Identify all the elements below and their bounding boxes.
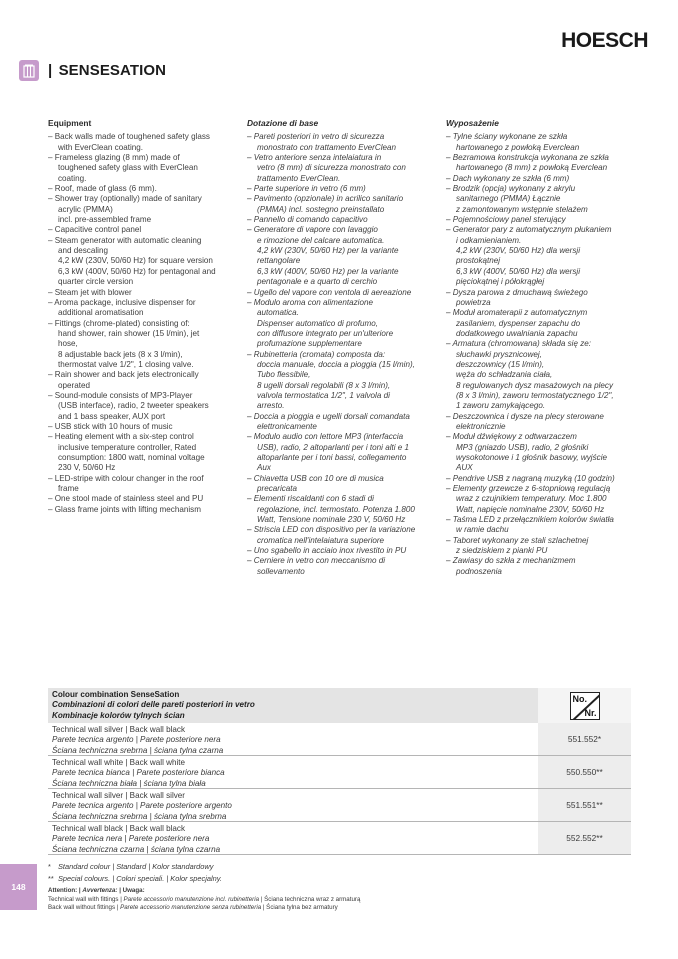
list-item: – Elementi riscaldanti con 6 stadi di regolazione, incl. termostato. Potenza 1.800 Watt, Tensione nominale 230 V, 50/60 Hz	[247, 494, 415, 525]
list-item: – Generatore di vapore con lavaggio e rimozione del calcare automatica. 4,2 kW (230V, 50/60 Hz) per la variante rettangolare 6,3 kW (400V, 50/60 Hz) per la variante pentagonale e a quarto di cerchio	[247, 225, 399, 287]
list-item: – Pojemnościowy panel sterujący	[446, 215, 566, 225]
combination-it: Parete tecnica argento | Parete posteriore nera	[52, 735, 221, 745]
article-number-header	[538, 688, 631, 723]
page-number: 148	[0, 864, 37, 910]
combination-it: Parete tecnica argento | Parete posteriore argento	[52, 801, 232, 811]
list-item: – Elementy grzewcze z 6-stopniową regulacją wraz z czujnikiem temperatury. Moc 1.800 Watt, napięcie nominalne 230V, 50/60 Hz	[446, 484, 611, 514]
footnotes	[48, 861, 222, 885]
list-item: – Zawiasy do szkła z mechanizmem podnoszenia	[446, 556, 576, 576]
combination-en: Technical wall silver | Back wall silver	[52, 791, 185, 800]
table-row	[48, 756, 631, 789]
list-item: – Moduł dźwiękowy z odtwarzaczem MP3 (gniazdo USB), radio, 2 głośniki wysokotonowe i 1 głośnik basowy, wyjście AUX	[446, 432, 607, 473]
list-item: – Parte superiore in vetro (6 mm)	[247, 184, 366, 194]
list-item: – Armatura (chromowana) składa się ze: słuchawki prysznicowej, deszczownicy (15 l/min), węża do schładzania ciała, 8 regulowanych dysz masażowych na plecy (8 x 3 l/min), zaworu termostatycznego 1/2", 1 zaworu zamykającego.	[446, 339, 614, 411]
combination-en: Technical wall black | Back wall black	[52, 824, 186, 833]
table-row	[48, 822, 631, 855]
attention-line: Technical wall with fittings | Parete accessorio manutenzione incl. rubinetteria | Ściana techniczna wraz z armaturą	[48, 895, 361, 903]
column-heading: Wyposażenie	[446, 118, 499, 128]
combination-label	[48, 822, 538, 854]
list-item: – Capacitive control panel	[48, 225, 142, 235]
equipment-column-en	[48, 118, 228, 515]
list-item: – Dysza parowa z dmuchawą świeżego powietrza	[446, 287, 588, 307]
list-item: – Back walls made of toughened safety glass with EverClean coating.	[48, 132, 210, 152]
brand-logo: HOESCH	[561, 29, 648, 52]
equipment-columns	[48, 118, 648, 678]
list-item: – Pareti posteriori in vetro di sicurezza monostrato con trattamento EverClean	[247, 132, 397, 152]
list-item: – Ugello del vapore con ventola di aereazione	[247, 287, 412, 297]
list-item: – Shower tray (optionally) made of sanitary acrylic (PMMA) incl. pre-assembled frame	[48, 194, 202, 225]
list-item: – Generator pary z automatycznym płukaniem i odkamienianiem. 4,2 kW (230V, 50/60 Hz) dla wersji prostokątnej 6,3 kW (400V, 50/60 Hz) dla wersji pięciokątnej i półokrągłej	[446, 225, 612, 287]
list-item: – USB stick with 10 hours of music	[48, 421, 173, 431]
combination-en: Technical wall white | Back wall white	[52, 758, 186, 767]
list-item: – One stool made of stainless steel and PU	[48, 494, 204, 504]
list-item: – Dach wykonany ze szkła (6 mm)	[446, 173, 570, 183]
combination-pl: Ściana techniczna biała | ściana tylna biała	[52, 778, 206, 788]
page-title: | SENSESATION	[48, 62, 167, 79]
combination-en: Technical wall silver | Back wall black	[52, 725, 185, 734]
list-item: – Doccia a pioggia e ugelli dorsali comandata elettronicamente	[247, 411, 410, 431]
list-item: – Moduł aromaterapii z automatycznym zasilaniem, dyspenser zapachu do dodatkowego uwalniania zapachu	[446, 308, 588, 338]
list-item: – Glass frame joints with lifting mechanism	[48, 504, 201, 514]
list-item: – Taboret wykonany ze stali szlachetnej z siedziskiem z pianki PU	[446, 535, 589, 556]
table-title	[48, 688, 538, 723]
footnote: * Standard colour | Standard | Kolor standardowy	[48, 862, 214, 871]
list-item: – Fittings (chrome-plated) consisting of: hand shower, rain shower (15 l/min), jet hose, 8 adjustable back jets (8 x 3 l/min), thermostat valve 1/2", 1 closing valve.	[48, 318, 200, 369]
list-item: – Sound-module consists of MP3-Player (USB interface), radio, 2 tweeter speakers and 1 bass speaker, AUX port	[48, 390, 209, 421]
combination-it: Parete tecnica bianca | Parete posteriore bianca	[52, 768, 225, 778]
list-item: – Modulo aroma con alimentazione automatica. Dispenser automatico di profumo, con diffusore integrato per un'ulteriore profumazione supplementare	[247, 297, 394, 349]
table-title-en: Colour combination SenseSation	[52, 690, 180, 699]
list-item: – Roof, made of glass (6 mm).	[48, 184, 157, 194]
combination-label	[48, 756, 538, 788]
list-item: – Steam jet with blower	[48, 287, 132, 297]
list-item: – Pendrive USB z nagraną muzyką (10 godzin)	[446, 473, 615, 483]
attention-note	[48, 887, 360, 913]
table-body	[48, 723, 631, 855]
list-item: – Frameless glazing (8 mm) made of toughened safety glass with EverClean coating.	[48, 153, 198, 183]
list-item: – LED-stripe with colour changer in the roof frame	[48, 473, 204, 494]
list-item: – Taśma LED z przełącznikiem kolorów światła w ramie dachu	[446, 515, 614, 535]
table-title-it: Combinazioni di colori delle pareti posteriori in vetro	[52, 700, 255, 710]
list-item: – Pavimento (opzionale) in acrilico sanitario (PMMA) incl. sostegno preinstallato	[247, 194, 404, 214]
list-item: – Steam generator with automatic cleaning and descaling 4,2 kW (230V, 50/60 Hz) for square version 6,3 kW (400V, 50/60 Hz) for pentagonal and quarter circle version	[48, 235, 216, 287]
table-row	[48, 789, 631, 822]
list-item: – Deszczownica i dysze na plecy sterowane elektronicznie	[446, 411, 604, 431]
equipment-list	[247, 132, 432, 577]
article-number-icon: No. Nr.	[570, 692, 600, 720]
combination-label	[48, 789, 538, 821]
list-item: – Pannello di comando capacitivo	[247, 215, 368, 225]
combination-label	[48, 723, 538, 755]
table-row	[48, 723, 631, 756]
list-item: – Striscia LED con dispositivo per la variazione cromatica nell'intelaiatura superiore	[247, 525, 416, 545]
list-item: – Brodzik (opcja) wykonany z akrylu sanitarnego (PMMA) Łącznie z zamontowanym wstępnie stelażem	[446, 184, 588, 214]
footnote: ** Special colours. | Colori speciali. | Kolor specjalny.	[48, 874, 222, 883]
list-item: – Aroma package, inclusive dispenser for additional aromatisation	[48, 297, 196, 318]
list-item: – Rubinetteria (cromata) composta da: doccia manuale, doccia a pioggia (15 l/min), Tubo flessibile, 8 ugelli dorsali regolabili (8 x 3 l/min), valvola termostatica 1/2", 1 valvola di arresto.	[247, 349, 415, 411]
article-number: 552.552**	[538, 822, 631, 854]
equipment-column-it	[247, 118, 432, 577]
equipment-column-pl	[446, 118, 634, 577]
column-heading: Dotazione di base	[247, 118, 319, 128]
article-number: 551.551**	[538, 789, 631, 821]
combination-pl: Ściana techniczna srebrna | ściana tylna srebrna	[52, 811, 227, 821]
equipment-list	[48, 132, 228, 515]
list-item: – Cerniere in vetro con meccanismo di sollevamento	[247, 556, 386, 576]
attention-title: Attention: | Avvertenza: | Uwaga:	[48, 887, 145, 894]
list-item: – Vetro anteriore senza intelaiatura in vetro (8 mm) di sicurezza monostrato con trattamento EverClean.	[247, 153, 406, 183]
shower-cabin-icon	[19, 60, 39, 81]
attention-line: Back wall without fittings | Parete accessorio manutenzione senza rubinetteria | Ściana tylna bez armatury	[48, 904, 338, 911]
list-item: – Modulo audio con lettore MP3 (interfaccia USB), radio, 2 altoparlanti per i toni alti e 1 altoparlante per i toni bassi, collegamento Aux	[247, 432, 410, 473]
list-item: – Uno sgabello in acciaio inox rivestito in PU	[247, 546, 407, 556]
list-item: – Bezramowa konstrukcja wykonana ze szkła hartowanego (8 mm) z powłoką Everclean	[446, 153, 609, 173]
equipment-list	[446, 132, 634, 577]
colour-combination-table	[48, 688, 631, 855]
list-item: – Tylne ściany wykonane ze szkła hartowanego z powłoką Everclean	[446, 132, 580, 152]
list-item: – Heating element with a six-step control inclusive temperature controller, Rated consumption: 1800 watt, nominal voltage 230 V, 50/60 Hz	[48, 432, 205, 473]
table-header	[48, 688, 631, 723]
article-number: 550.550**	[538, 756, 631, 788]
column-heading: Equipment	[48, 118, 92, 128]
article-number: 551.552*	[538, 723, 631, 755]
combination-it: Parete tecnica nera | Parete posteriore nera	[52, 834, 210, 844]
list-item: – Rain shower and back jets electronically operated	[48, 370, 199, 390]
combination-pl: Ściana techniczna srebrna | ściana tylna czarna	[52, 745, 224, 755]
list-item: – Chiavetta USB con 10 ore di musica precaricata	[247, 473, 384, 494]
section-header	[19, 60, 166, 81]
combination-pl: Ściana techniczna czarna | ściana tylna czarna	[52, 844, 221, 854]
table-title-pl: Kombinacje kolorów tylnych ścian	[52, 710, 185, 720]
